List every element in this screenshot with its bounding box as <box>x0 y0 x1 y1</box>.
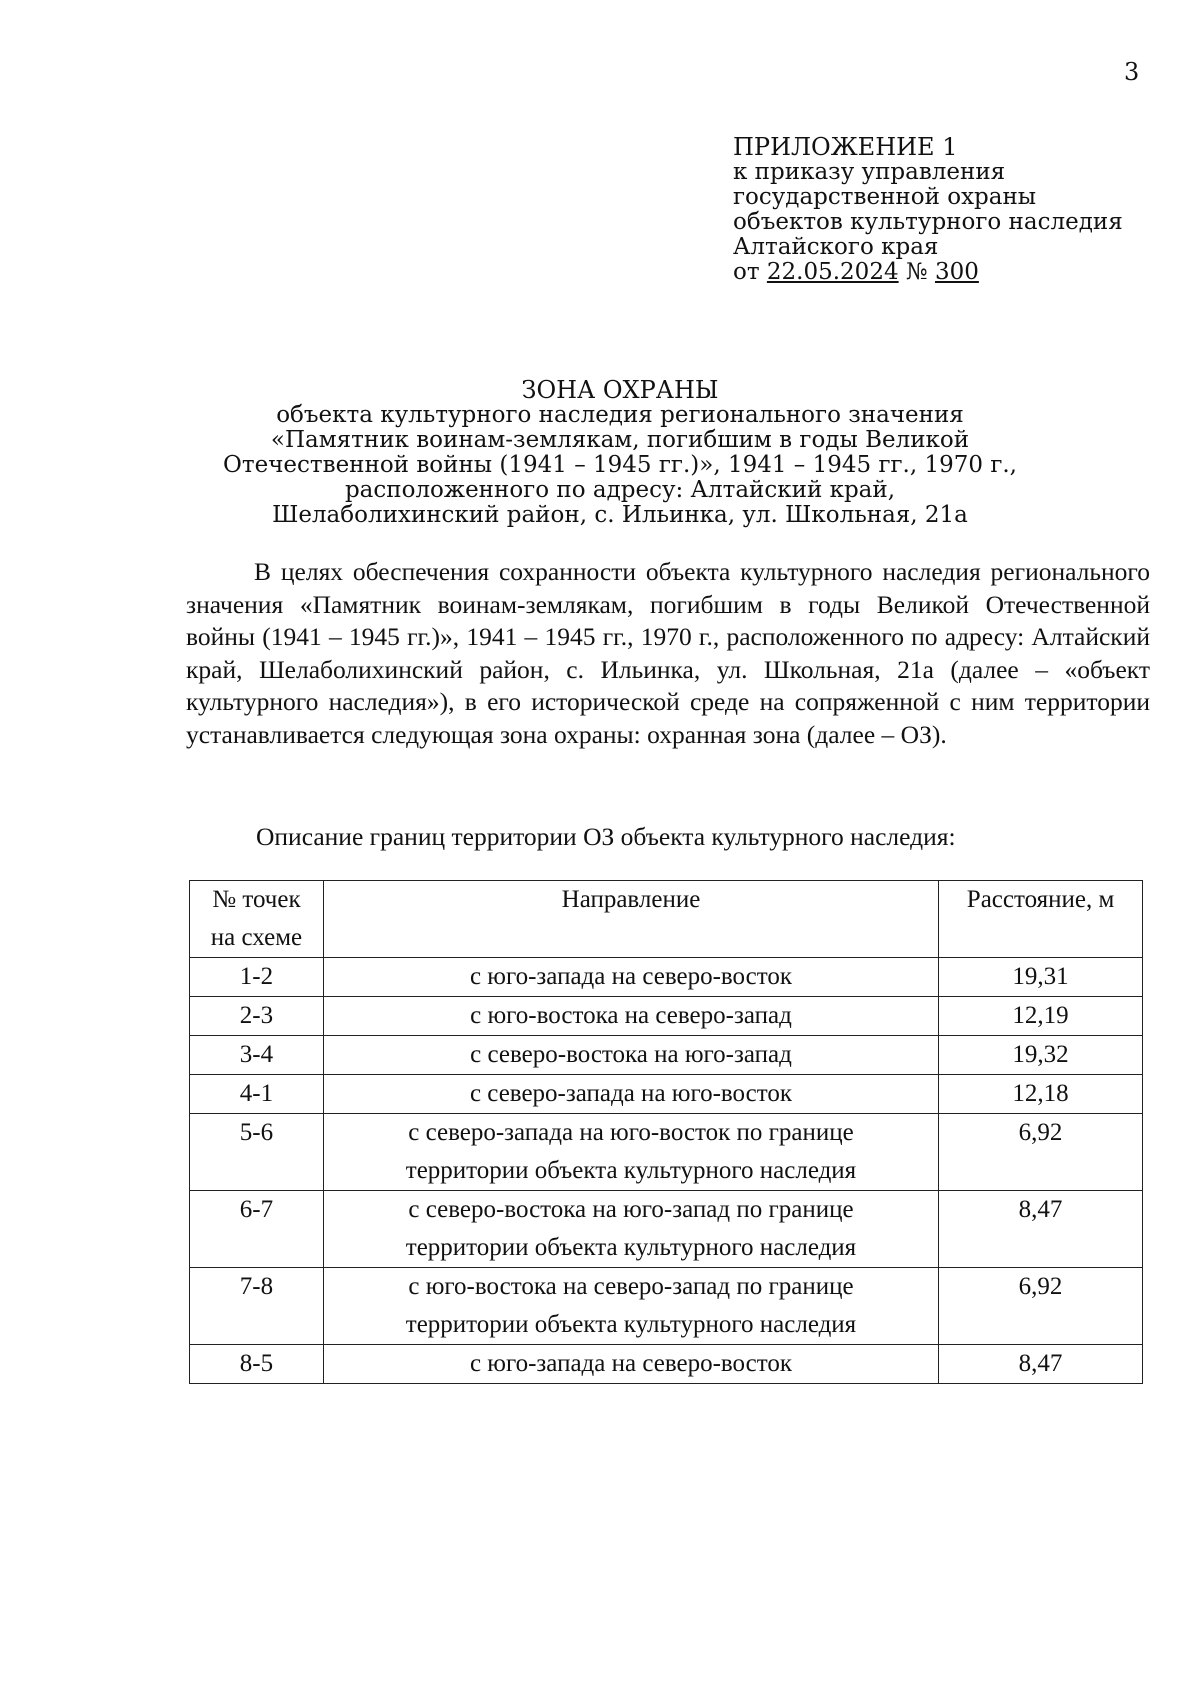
direction-line: с юго-востока на северо-запад <box>470 1002 792 1029</box>
direction-line: с северо-запада на юго-восток по границе <box>408 1119 854 1146</box>
cell-direction <box>323 997 938 1036</box>
heading-line: «Памятник воинам-землякам, погибшим в годы Великой <box>270 427 970 453</box>
table-row <box>190 958 1143 997</box>
document-heading <box>160 378 1080 528</box>
cell-distance: 12,18 <box>939 1075 1143 1114</box>
cell-direction <box>323 1268 938 1345</box>
direction-line: с северо-востока на юго-запад <box>470 1041 792 1068</box>
header-points <box>190 881 324 958</box>
body-paragraph: В целях обеспечения сохранности объекта культурного наследия регионального значения «Памятник воинам-землякам, погибшим в годы Великой Отечественной войны (1941 – 1945 гг.)», 1941 – 1945 гг., 1970 г., расположенного по адресу: Алтайский край, Шелаболихинский район, с. Ильинка, ул. Школьная, 21а (далее – «объект культурного наследия»), в его исторической среде на сопряженной с ним территории устанавливается следующая зона охраны: охранная зона (далее – ОЗ). <box>186 557 1150 749</box>
cell-points: 5-6 <box>190 1114 324 1191</box>
appendix-title: ПРИЛОЖЕНИЕ 1 <box>733 133 958 161</box>
direction-line: с юго-запада на северо-восток <box>469 1350 793 1377</box>
cell-distance: 6,92 <box>939 1268 1143 1345</box>
table-row <box>190 1075 1143 1114</box>
heading-line: Отечественной войны (1941 – 1945 гг.)», 1941 – 1945 гг., 1970 г., <box>223 452 1017 478</box>
heading-title: ЗОНА ОХРАНЫ <box>521 376 719 404</box>
cell-points: 7-8 <box>190 1268 324 1345</box>
table-row <box>190 1114 1143 1191</box>
header-direction: Направление <box>323 881 938 958</box>
header-points-line: на схеме <box>210 924 303 951</box>
cell-distance: 8,47 <box>939 1345 1143 1384</box>
boundaries-table <box>189 880 1143 1384</box>
cell-direction <box>323 1114 938 1191</box>
order-date-prefix: от <box>733 259 767 285</box>
table-row <box>190 1191 1143 1268</box>
table-row <box>190 997 1143 1036</box>
cell-distance: 12,19 <box>939 997 1143 1036</box>
cell-direction <box>323 958 938 997</box>
appendix-line: Алтайского края <box>733 234 939 260</box>
cell-points: 6-7 <box>190 1191 324 1268</box>
table-row <box>190 1036 1143 1075</box>
cell-direction <box>323 1191 938 1268</box>
direction-line: с юго-запада на северо-восток <box>469 963 793 990</box>
header-distance: Расстояние, м <box>939 881 1143 958</box>
cell-direction <box>323 1345 938 1384</box>
cell-distance: 19,31 <box>939 958 1143 997</box>
table-header-row <box>190 881 1143 958</box>
order-date: 22.05.2024 <box>766 259 899 285</box>
direction-line: территории объекта культурного наследия <box>405 1311 857 1338</box>
cell-points: 4-1 <box>190 1075 324 1114</box>
table-caption: Описание границ территории ОЗ объекта культурного наследия: <box>256 822 956 851</box>
table-row <box>190 1345 1143 1384</box>
cell-direction <box>323 1036 938 1075</box>
cell-distance: 8,47 <box>939 1191 1143 1268</box>
appendix-block <box>733 135 1173 285</box>
order-number: 300 <box>934 259 979 285</box>
direction-line: территории объекта культурного наследия <box>405 1234 857 1261</box>
heading-line: объекта культурного наследия регионального значения <box>276 402 964 428</box>
direction-line: территории объекта культурного наследия <box>405 1157 857 1184</box>
order-number-sign: № <box>898 259 935 285</box>
appendix-order-line <box>733 260 1173 285</box>
table-row <box>190 1268 1143 1345</box>
cell-distance: 19,32 <box>939 1036 1143 1075</box>
heading-line: Шелаболихинский район, с. Ильинка, ул. Школьная, 21а <box>272 502 968 528</box>
cell-points: 3-4 <box>190 1036 324 1075</box>
direction-line: с северо-запада на юго-восток <box>469 1080 793 1107</box>
heading-line: расположенного по адресу: Алтайский край, <box>344 477 896 503</box>
header-points-line: № точек <box>212 886 301 913</box>
direction-line: с юго-востока на северо-запад по границе <box>408 1273 854 1300</box>
cell-points: 1-2 <box>190 958 324 997</box>
cell-points: 2-3 <box>190 997 324 1036</box>
page-number: 3 <box>1124 58 1140 86</box>
cell-direction <box>323 1075 938 1114</box>
cell-distance: 6,92 <box>939 1114 1143 1191</box>
direction-line: с северо-востока на юго-запад по границе <box>408 1196 854 1223</box>
appendix-line: объектов культурного наследия <box>733 209 1123 235</box>
appendix-line: к приказу управления <box>733 159 1006 185</box>
appendix-line: государственной охраны <box>733 184 1037 210</box>
cell-points: 8-5 <box>190 1345 324 1384</box>
